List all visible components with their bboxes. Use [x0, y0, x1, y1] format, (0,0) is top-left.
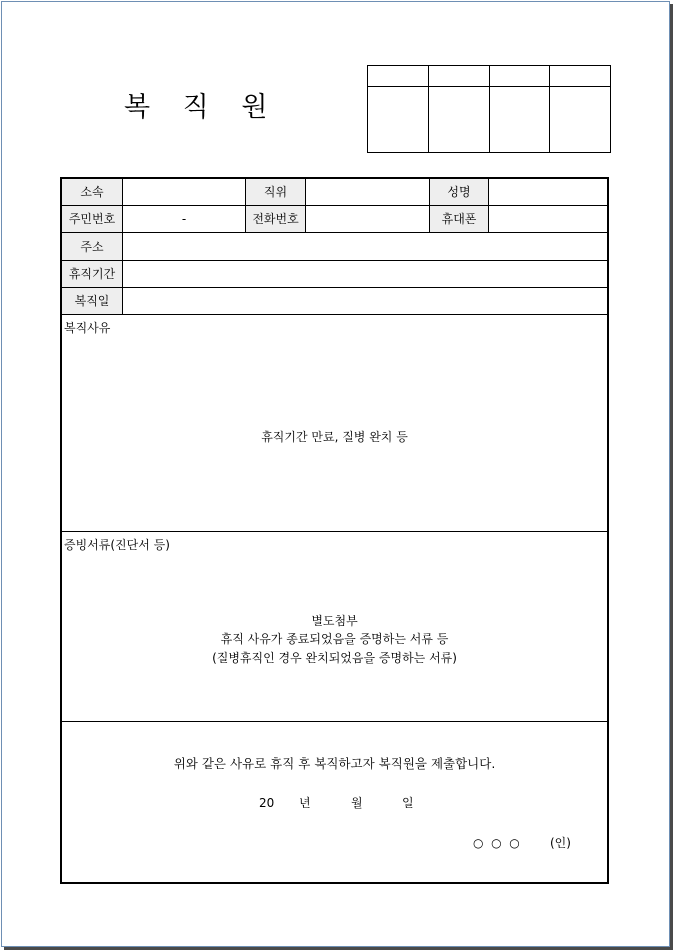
- address-field[interactable]: [123, 233, 607, 260]
- row-divider: [62, 314, 607, 315]
- address-label: 주소: [62, 233, 122, 260]
- return-date-label: 복직일: [62, 288, 122, 314]
- approval-header-cell: [368, 66, 429, 87]
- dept-label: 소속: [62, 179, 122, 205]
- declaration-statement: 위와 같은 사유로 휴직 후 복직하고자 복직원을 제출합니다.: [173, 756, 496, 771]
- return-reason-label: 복직사유: [64, 321, 111, 335]
- section-divider: [62, 531, 607, 532]
- dept-field[interactable]: [123, 179, 245, 205]
- leave-period-label: 휴직기간: [62, 261, 122, 287]
- approval-sign-cell[interactable]: [368, 87, 429, 153]
- approval-sign-cell[interactable]: [428, 87, 489, 153]
- approval-header-cell: [428, 66, 489, 87]
- column-divider: [305, 179, 306, 232]
- row-divider: [62, 260, 607, 261]
- row-divider: [62, 287, 607, 288]
- leave-period-field[interactable]: [123, 261, 607, 287]
- column-divider: [488, 179, 489, 232]
- mobile-field[interactable]: [489, 206, 607, 232]
- mobile-label: 휴대폰: [430, 206, 488, 232]
- section-divider: [62, 721, 607, 722]
- name-label: 성명: [430, 179, 488, 205]
- seal-label: (인): [550, 836, 571, 850]
- date-day-unit: 일: [402, 796, 414, 810]
- row-divider: [62, 232, 607, 233]
- evidence-hint-line-3: (질병휴직인 경우 완치되었음을 증명하는 서류): [212, 651, 457, 665]
- signer-name[interactable]: ○ ○ ○: [473, 836, 520, 850]
- date-year[interactable]: 20: [259, 796, 275, 810]
- name-field[interactable]: [489, 179, 607, 205]
- phone-field[interactable]: [306, 206, 429, 232]
- evidence-hint-line-2: 휴직 사유가 종료되었음을 증명하는 서류 등: [220, 632, 449, 646]
- column-divider: [122, 179, 123, 314]
- resident-number-label: 주민번호: [62, 206, 122, 232]
- row-divider: [62, 205, 607, 206]
- page-title: 복 직 원: [124, 92, 280, 123]
- approval-sign-cell[interactable]: [550, 87, 611, 153]
- approval-header-cell: [489, 66, 550, 87]
- evidence-hint-line-1: 별도첨부: [311, 614, 358, 628]
- column-divider: [245, 179, 246, 232]
- position-field[interactable]: [306, 179, 429, 205]
- date-year-unit: 년: [299, 796, 311, 810]
- resident-number-field[interactable]: -: [181, 212, 187, 226]
- reinstatement-form: [60, 177, 609, 884]
- approval-signature-boxes: [367, 65, 611, 153]
- evidence-docs-label: 증빙서류(진단서 등): [64, 538, 170, 552]
- approval-sign-cell[interactable]: [489, 87, 550, 153]
- position-label: 직위: [246, 179, 305, 205]
- phone-label: 전화번호: [246, 206, 305, 232]
- column-divider: [429, 179, 430, 232]
- approval-header-cell: [550, 66, 611, 87]
- date-month-unit: 월: [351, 796, 363, 810]
- return-reason-hint[interactable]: 휴직기간 만료, 질병 완치 등: [261, 430, 408, 444]
- return-date-field[interactable]: [123, 288, 607, 314]
